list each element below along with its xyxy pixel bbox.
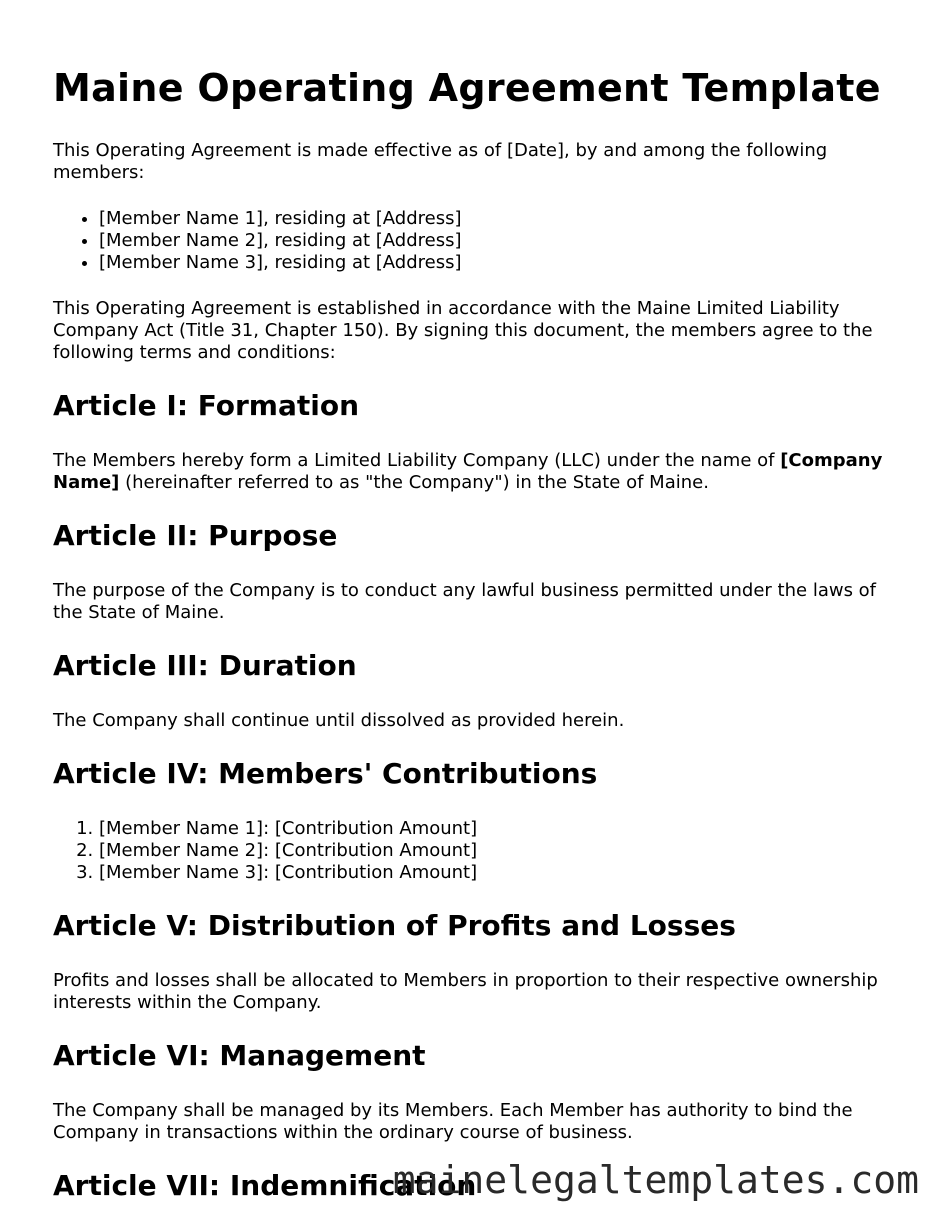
article-7-heading: Article VII: Indemnification [53, 1169, 477, 1202]
site-watermark: mainelegaltemplates.com [392, 1158, 919, 1202]
list-item: 3. [Member Name 3]: [Contribution Amount] [99, 862, 903, 884]
article-3-text: The Company shall continue until dissolved as provided herein. [53, 710, 625, 731]
article-1-text: The Members hereby form a Limited Liability Company (LLC) under the name of [Company Name] (hereinafter referred to as "the Company") in the State of Maine. [53, 450, 883, 493]
contributions-list [53, 818, 903, 884]
list-item: • [Member Name 1], residing at [Address] [99, 208, 903, 230]
article-6-text: The Company shall be managed by its Members. Each Member has authority to bind the Company in transactions within the ordinary course of business. [53, 1100, 853, 1143]
article-4-heading: Article IV: Members' Contributions [53, 757, 598, 790]
article-2-text: The purpose of the Company is to conduct any lawful business permitted under the laws of the State of Maine. [53, 580, 877, 623]
company-name-placeholder: [Company Name] [53, 450, 883, 493]
list-item: 2. [Member Name 2]: [Contribution Amount] [99, 840, 903, 862]
members-list [53, 208, 903, 274]
article-5-heading: Article V: Distribution of Profits and Losses [53, 909, 736, 942]
page-title: Maine Operating Agreement Template [53, 66, 881, 110]
article-5-text: Profits and losses shall be allocated to Members in proportion to their respective ownership interests within the Company. [53, 970, 878, 1013]
article-2-heading: Article II: Purpose [53, 519, 338, 552]
list-item: 1. [Member Name 1]: [Contribution Amount] [99, 818, 903, 840]
article-6-heading: Article VI: Management [53, 1039, 426, 1072]
intro-paragraph: This Operating Agreement is made effective as of [Date], by and among the following members: [53, 140, 828, 183]
list-item: • [Member Name 3], residing at [Address] [99, 252, 903, 274]
article-3-heading: Article III: Duration [53, 649, 357, 682]
list-item: • [Member Name 2], residing at [Address] [99, 230, 903, 252]
document-page [53, 62, 903, 1230]
preamble-paragraph: This Operating Agreement is established in accordance with the Maine Limited Liability Company Act (Title 31, Chapter 150). By signing this document, the members agree to the following terms and conditions: [53, 298, 873, 363]
article-1-heading: Article I: Formation [53, 389, 360, 422]
